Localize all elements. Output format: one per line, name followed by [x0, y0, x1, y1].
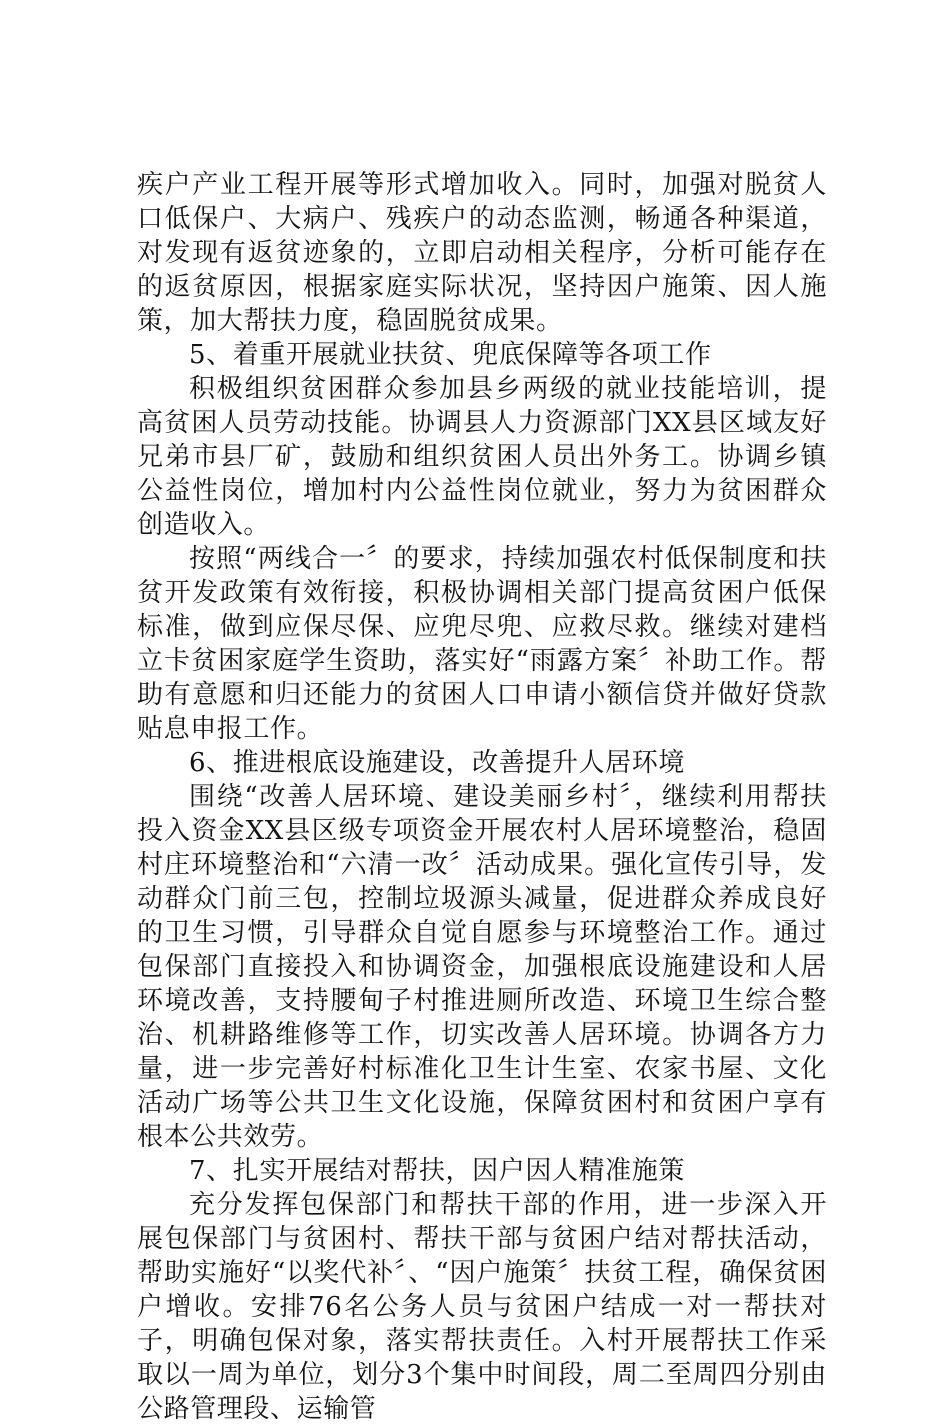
- section-heading-7: 7、扎实开展结对帮扶，因户因人精准施策: [189, 1156, 685, 1186]
- section-heading-5: 5、着重开展就业扶贫、兜底保障等各项工作: [189, 340, 712, 370]
- paragraph-social-security: 按照“两线合一〞的要求，持续加强农村低保制度和扶贫开发政策有效衔接，积极协调相关部门提高贫困户低保标准，做到应保尽保、应兜尽兜、应救尽救。继续对建档立卡贫困家庭学生资助，落实好“雨露方案〞补助工作。帮助有意愿和归还能力的贫困人口申请小额信贷并做好贷款贴息申报工作。: [137, 544, 827, 744]
- section-heading-6: 6、推进根底设施建设，改善提升人居环境: [189, 748, 685, 778]
- paragraph-paired-assistance: 充分发挥包保部门和帮扶干部的作用，进一步深入开展包保部门与贫困村、帮扶干部与贫困户结对帮扶活动，帮助实施好“以奖代补〞、“因户施策〞扶贫工程，确保贫困户增收。安排76名公务人员与贫困户结成一对一帮扶对子，明确包保对象，落实帮扶责任。入村开展帮扶工作采取以一周为单位，划分3个集中时间段，周二至周四分别由公路管理段、运输管: [137, 1190, 827, 1424]
- paragraph-employment: 积极组织贫困群众参加县乡两级的就业技能培训，提高贫困人员劳动技能。协调县人力资源部门XX县区域友好兄弟市县厂矿，鼓励和组织贫困人员出外务工。协调乡镇公益性岗位，增加村内公益性岗位就业，努力为贫困群众创造收入。: [137, 374, 827, 540]
- paragraph-continuation: 疾户产业工程开展等形式增加收入。同时，加强对脱贫人口低保户、大病户、残疾户的动态监测，畅通各种渠道，对发现有返贫迹象的，立即启动相关程序，分析可能存在的返贫原因，根据家庭实际状况，坚持因户施策、因人施策，加大帮扶力度，稳固脱贫成果。: [137, 170, 827, 336]
- document-body: [137, 168, 827, 1426]
- paragraph-living-environment: 围绕“改善人居环境、建设美丽乡村〞，继续利用帮扶投入资金XX县区级专项资金开展农村人居环境整治，稳固村庄环境整治和“六清一改〞活动成果。强化宣传引导，发动群众门前三包，控制垃圾源头减量，促进群众养成良好的卫生习惯，引导群众自觉自愿参与环境整治工作。通过包保部门直接投入和协调资金，加强根底设施建设和人居环境改善，支持腰甸子村推进厕所改造、环境卫生综合整治、机耕路维修等工作，切实改善人居环境。协调各方力量，进一步完善好村标准化卫生计生室、农家书屋、文化活动广场等公共卫生文化设施，保障贫困村和贫困户享有根本公共效劳。: [137, 782, 827, 1152]
